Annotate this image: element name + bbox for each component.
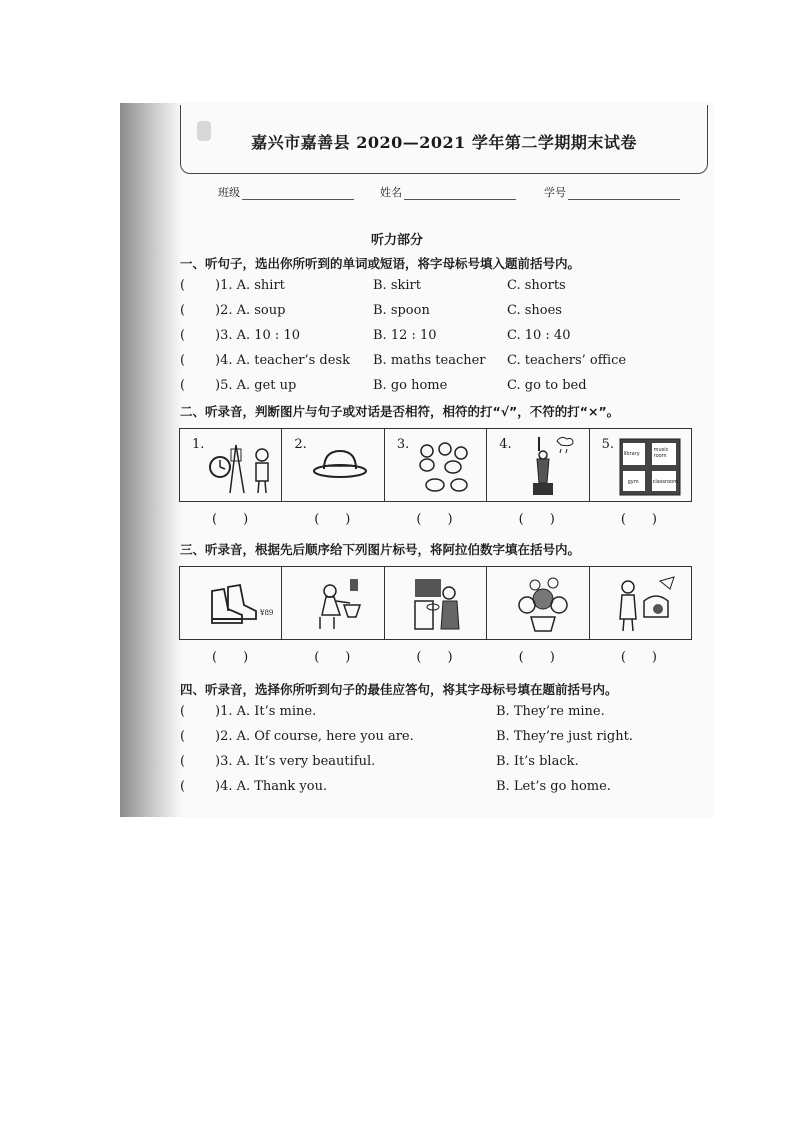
option-b: B. spoon [373,303,430,318]
answer-paren[interactable]: ( ) [518,650,555,665]
option-a: )4. A. teacher’s desk [215,353,350,368]
part3-answer-row [179,646,690,665]
option-b: B. Let’s go home. [496,779,611,794]
option-a: )4. A. Thank you. [215,779,328,794]
scan-shadow [120,103,182,817]
part3-picture-5 [590,567,691,639]
part1-question-3 [180,328,700,346]
answer-paren[interactable]: ( [180,278,186,293]
part3-picture-4 [487,567,589,639]
name-field[interactable] [380,184,516,200]
answer-paren[interactable]: ( ) [620,512,657,527]
part3-picture-1 [180,567,282,639]
option-b: B. go home [373,378,448,393]
part2-picture-3 [385,429,487,501]
answer-paren[interactable]: ( ) [212,512,249,527]
option-b: B. They’re just right. [496,729,633,744]
option-a: )1. A. shirt [215,278,285,293]
part1-instruction: 一、听句子，选出你所听到的单词或短语，将字母标号填入题前括号内。 [180,256,581,271]
answer-paren[interactable]: ( ) [416,512,453,527]
option-a: )3. A. It’s very beautiful. [215,754,376,769]
flowers-icon [505,571,585,637]
answer-paren[interactable]: ( [180,754,186,769]
part4-question-1 [180,704,700,722]
part3-picture-strip [179,566,692,640]
part1-question-1 [180,278,700,296]
answer-paren[interactable]: ( ) [314,512,351,527]
part3-picture-2 [282,567,384,639]
option-a: )3. A. 10 : 10 [215,328,300,343]
title-box [180,105,708,174]
option-c: C. teachers’ office [507,353,627,368]
part2-picture-4 [487,429,589,501]
school-map-icon [608,433,688,499]
statue-of-liberty-icon [505,433,585,499]
part1-question-5 [180,378,700,396]
option-b: B. They’re mine. [496,704,605,719]
option-a: )2. A. Of course, here you are. [215,729,414,744]
answer-paren[interactable]: ( ) [212,650,249,665]
option-c: C. shoes [507,303,562,318]
part2-instruction: 二、听录音，判断图片与句子或对话是否相符，相符的打“√”，不符的打“×”。 [180,404,620,419]
option-b: B. maths teacher [373,353,486,368]
picture-number: 5. [601,437,615,452]
kitchen-icon [403,571,483,637]
section-title: 听力部分 [370,233,423,248]
picture-number: 4. [499,437,512,452]
sneakers-icon [198,571,278,637]
id-label: 学号 [544,186,566,199]
option-b: B. 12 : 10 [373,328,437,343]
clock-easel-boy-icon [198,433,278,499]
answer-paren[interactable]: ( [180,378,186,393]
part4-instruction: 四、听录音，选择你所听到句子的最佳应答句，将其字母标号填在题前括号内。 [180,682,618,697]
part2-picture-1 [180,429,282,501]
part4-question-4 [180,779,700,797]
name-label: 姓名 [380,186,402,199]
part4-question-3 [180,754,700,772]
picture-number: 3. [396,437,410,452]
hat-icon [300,433,380,499]
answer-paren[interactable]: ( ) [518,512,555,527]
option-c: C. shorts [507,278,566,293]
option-b: B. skirt [373,278,421,293]
part2-answer-row [179,508,690,527]
answer-paren[interactable]: ( [180,303,186,318]
map-label-music-room: music room [653,447,669,459]
option-c: C. go to bed [507,378,587,393]
answer-paren[interactable]: ( ) [416,650,453,665]
part2-picture-strip [179,428,692,502]
part1-question-2 [180,303,700,321]
part2-picture-2 [282,429,384,501]
answer-paren[interactable]: ( ) [620,650,657,665]
exam-title: 嘉兴市嘉善县 2020—2021 学年第二学期期末试卷 [251,133,637,152]
map-label-library: library [623,451,640,457]
part4-question-2 [180,729,700,747]
map-label-classroom: classroom [652,479,678,485]
part1-question-4 [180,353,700,371]
picture-number: 1. [192,437,205,452]
answer-paren[interactable]: ( [180,353,186,368]
answer-paren[interactable]: ( [180,704,186,719]
animals-icon [403,433,483,499]
map-label-gym: gym [627,479,639,485]
class-label: 班级 [218,186,240,199]
answer-paren[interactable]: ( [180,328,186,343]
answer-paren[interactable]: ( ) [314,650,351,665]
people-talking-icon [608,571,688,637]
part3-instruction: 三、听录音，根据先后顺序给下列图片标号，将阿拉伯数字填在括号内。 [180,542,581,557]
class-field[interactable] [218,184,354,200]
option-a: )5. A. get up [215,378,297,393]
answer-paren[interactable]: ( [180,729,186,744]
answer-paren[interactable]: ( [180,779,186,794]
part3-picture-3 [385,567,487,639]
id-field[interactable] [544,184,680,200]
option-c: C. 10 : 40 [507,328,571,343]
option-a: )2. A. soup [215,303,286,318]
price-tag: ¥89 [260,609,274,617]
option-a: )1. A. It’s mine. [215,704,317,719]
option-b: B. It’s black. [496,754,579,769]
picture-number: 2. [294,437,307,452]
part2-picture-5 [590,429,691,501]
girl-washing-icon [300,571,380,637]
